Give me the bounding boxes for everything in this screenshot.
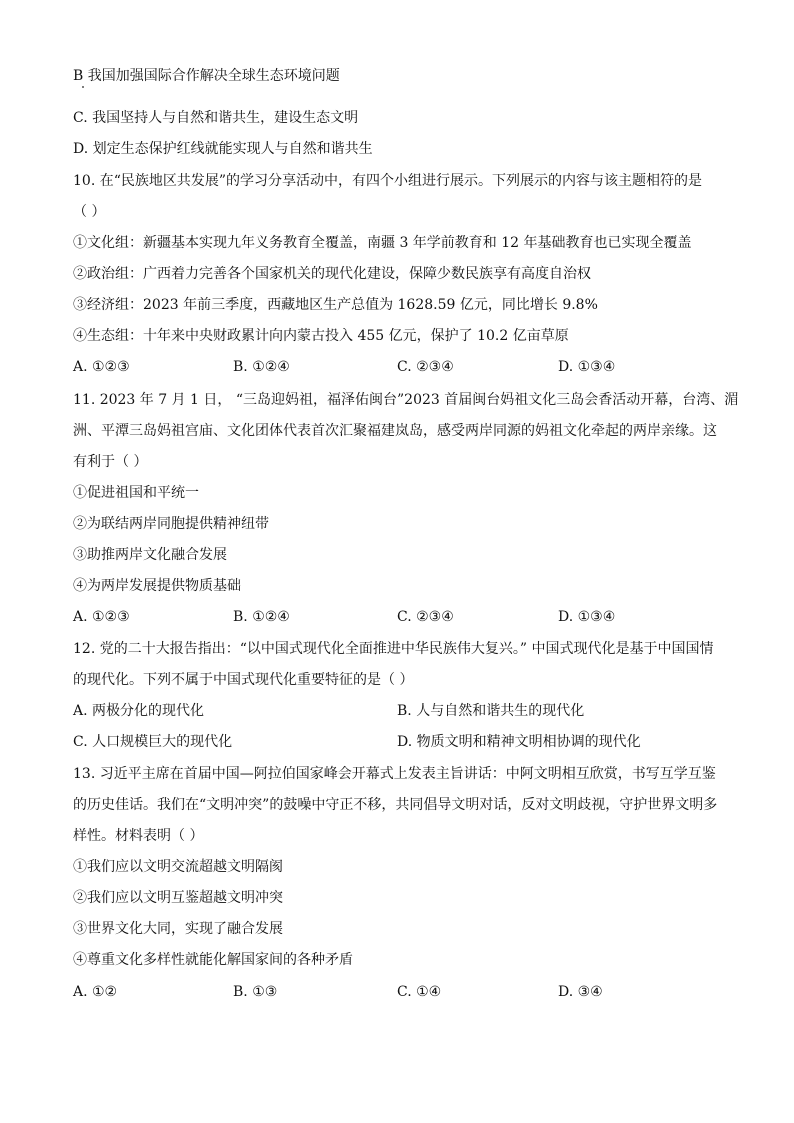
q10-item-2: ②政治组：广西着力完善各个国家机关的现代化建设，保障少数民族享有高度自治权 — [73, 266, 591, 282]
q10-option-c: C. ②③④ — [397, 359, 454, 375]
q10-option-b: B. ①②④ — [233, 359, 290, 375]
q12-stem-line-2: 的现代化。下列不属于中国式现代化重要特征的是（ ） — [73, 672, 414, 688]
q13-item-3: ③世界文化大同，实现了融合发展 — [73, 921, 283, 937]
stray-dot-mark — [82, 86, 84, 88]
q13-option-d: D. ③④ — [558, 984, 603, 1000]
q13-item-2: ②我们应以文明互鉴超越文明冲突 — [73, 890, 283, 906]
q9-option-c: C. 我国坚持人与自然和谐共生，建设生态文明 — [73, 110, 359, 126]
q10-option-a: A. ①②③ — [73, 359, 130, 375]
q13-item-4: ④尊重文化多样性就能化解国家间的各种矛盾 — [73, 952, 353, 968]
q12-stem-line-1: 12. 党的二十大报告指出：“以中国式现代化全面推进中华民族伟大复兴。” 中国式现代化是基于中国国情 — [73, 641, 714, 657]
q13-item-1: ①我们应以文明交流超越文明隔阂 — [73, 859, 283, 875]
q12-option-a: A. 两极分化的现代化 — [73, 703, 205, 719]
q10-option-d: D. ①③④ — [558, 359, 616, 375]
q11-item-4: ④为两岸发展提供物质基础 — [73, 578, 241, 594]
q9-option-d: D. 划定生态保护红线就能实现人与自然和谐共生 — [73, 141, 373, 157]
q10-item-3: ③经济组：2023 年前三季度，西藏地区生产总值为 1628.59 亿元，同比增长 9.8% — [73, 297, 598, 313]
q11-item-2: ②为联结两岸同胞提供精神纽带 — [73, 516, 269, 532]
q10-stem-line-1: 10. 在“民族地区共发展”的学习分享活动中，有四个小组进行展示。下列展示的内容与该主题相符的是 — [73, 173, 703, 189]
q9-option-b: B 我国加强国际合作解决全球生态环境问题 — [73, 68, 340, 84]
q11-item-1: ①促进祖国和平统一 — [73, 485, 199, 501]
q10-item-1: ①文化组：新疆基本实现九年义务教育全覆盖，南疆 3 年学前教育和 12 年基础教育也已实现全覆盖 — [73, 235, 692, 251]
q13-option-b: B. ①③ — [233, 984, 278, 1000]
q11-option-b: B. ①②④ — [233, 609, 290, 625]
q13-option-a: A. ①② — [73, 984, 118, 1000]
q13-stem-line-2: 的历史佳话。我们在“文明冲突”的鼓噪中守正不移，共同倡导文明对话，反对文明歧视，守护世界文明多 — [73, 797, 718, 813]
q12-option-c: C. 人口规模巨大的现代化 — [73, 734, 233, 750]
q12-option-b: B. 人与自然和谐共生的现代化 — [397, 703, 585, 719]
q11-stem-line-3: 有利于（ ） — [73, 454, 148, 470]
q11-option-a: A. ①②③ — [73, 609, 130, 625]
q11-stem-line-2: 洲、平潭三岛妈祖宫庙、文化团体代表首次汇聚福建岚岛，感受两岸同源的妈祖文化牵起的两岸亲缘。这 — [73, 423, 717, 439]
q11-item-3: ③助推两岸文化融合发展 — [73, 547, 227, 563]
q13-option-c: C. ①④ — [397, 984, 442, 1000]
q12-option-d: D. 物质文明和精神文明相协调的现代化 — [397, 734, 641, 750]
q10-item-4: ④生态组：十年来中央财政累计向内蒙古投入 455 亿元，保护了 10.2 亿亩草原 — [73, 328, 569, 344]
q11-option-d: D. ①③④ — [558, 609, 616, 625]
q13-stem-line-1: 13. 习近平主席在首届中国—阿拉伯国家峰会开幕式上发表主旨讲话：中阿文明相互欣赏，书写互学互鉴 — [73, 766, 716, 782]
q11-option-c: C. ②③④ — [397, 609, 454, 625]
q10-stem-line-2: （ ） — [73, 204, 106, 220]
q11-stem-line-1: 11. 2023 年 7 月 1 日， “三岛迎妈祖，福泽佑闽台”2023 首届闽台妈祖文化三岛会香活动开幕，台湾、湄 — [73, 392, 739, 408]
q13-stem-line-3: 样性。材料表明（ ） — [73, 828, 204, 844]
